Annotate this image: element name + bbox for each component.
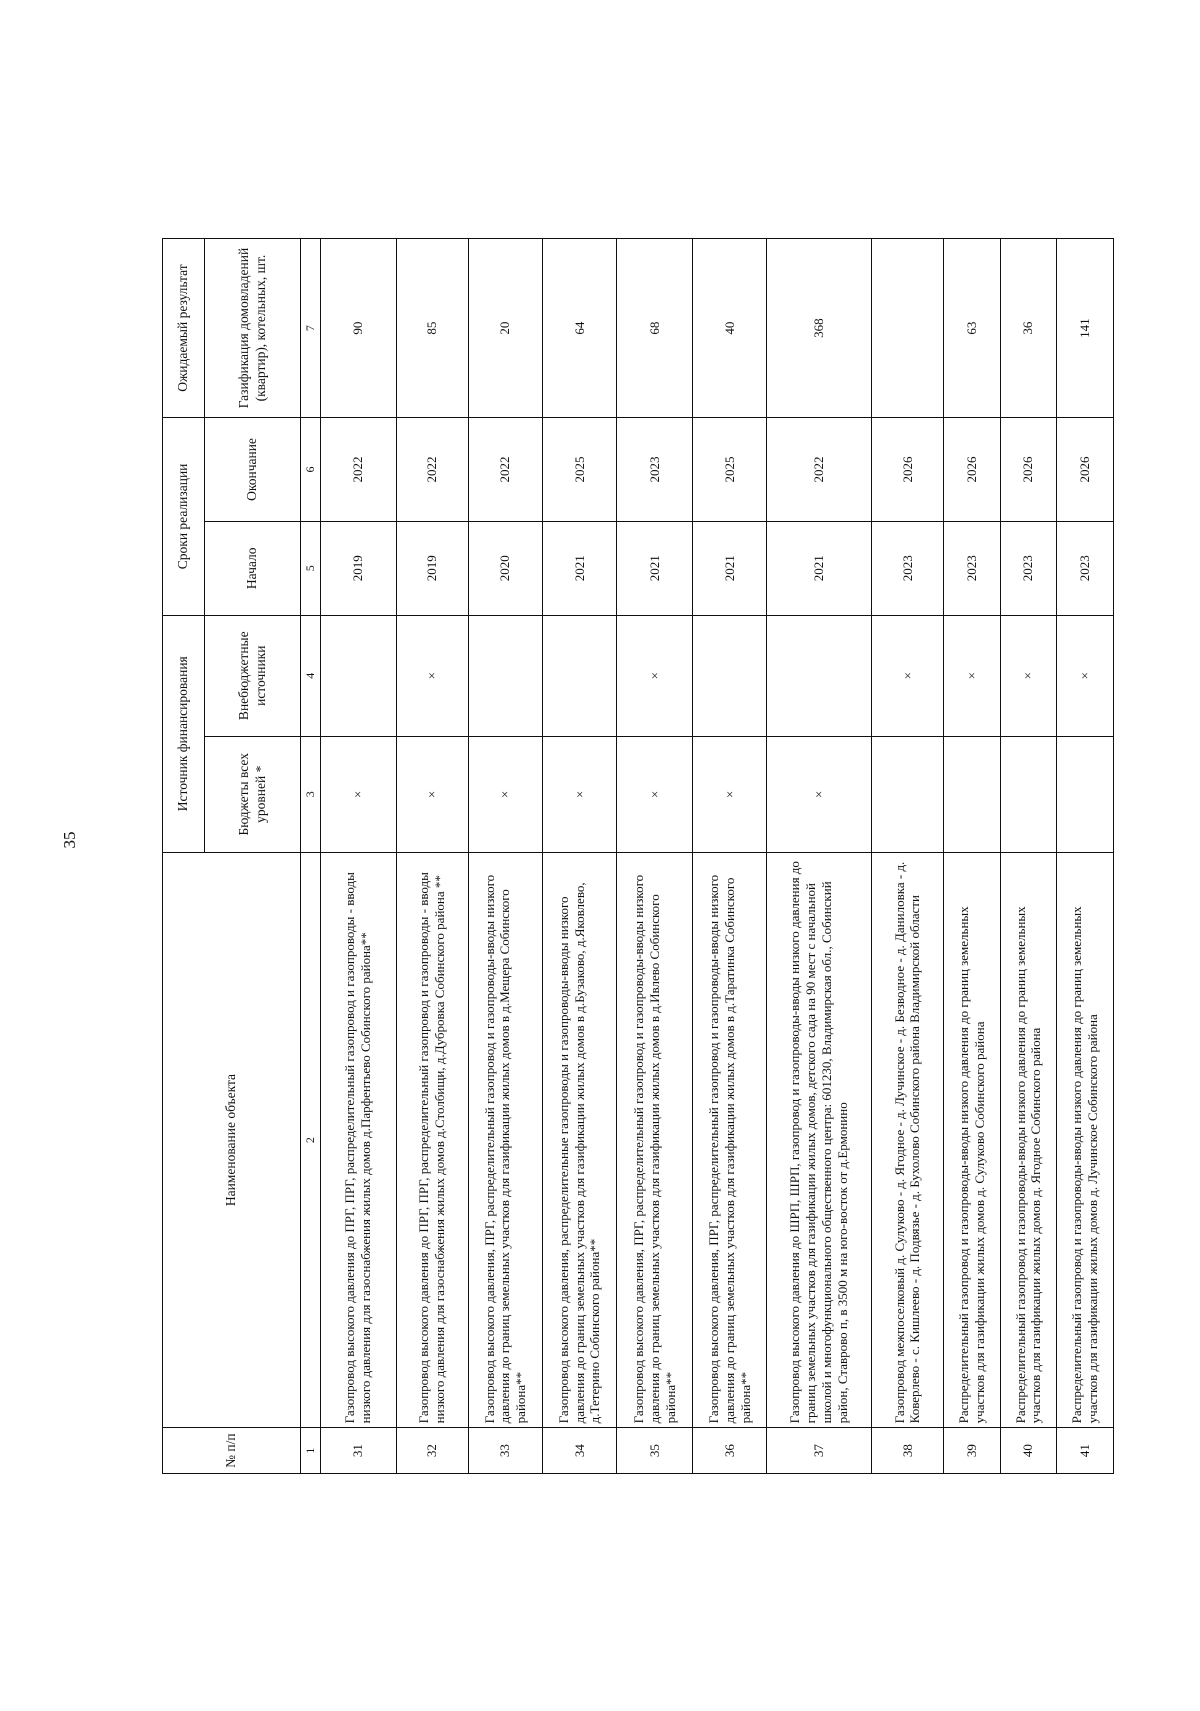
table-row [767, 239, 872, 1474]
table-row [943, 239, 1000, 1474]
end-year: 2022 [767, 418, 872, 522]
gasification-count: 85 [396, 239, 468, 418]
end-year: 2026 [1000, 418, 1057, 522]
object-name: Газопровод высокого давления, ПРГ, распределительный газопровод и газопроводы-вводы низкого давления до границ земельных участков для газификации жилых домов в д.Мещера Собинского района** [468, 852, 542, 1428]
header-financing: Источник финансирования [163, 615, 205, 852]
header-start: Начало [205, 521, 301, 615]
start-year: 2020 [468, 521, 542, 615]
index-cell: 3 [301, 736, 321, 852]
table-row [1000, 239, 1057, 1474]
start-year: 2019 [320, 521, 396, 615]
table-row [871, 239, 943, 1474]
extrabudget-mark: × [1057, 615, 1114, 736]
index-cell: 6 [301, 418, 321, 522]
header-end: Окончание [205, 418, 301, 522]
object-name: Распределительный газопровод и газопроводы-вводы низкого давления до границ земельных участков для газификации жилых домов д. Сулуково Собинского района [943, 852, 1000, 1428]
gasification-count: 36 [1000, 239, 1057, 418]
table-row [396, 239, 468, 1474]
start-year: 2021 [542, 521, 616, 615]
budgets-mark: × [396, 736, 468, 852]
header-row-1 [163, 239, 205, 1474]
extrabudget-mark [542, 615, 616, 736]
page-number: 35 [60, 831, 79, 849]
index-cell: 4 [301, 615, 321, 736]
object-name: Газопровод высокого давления, ПРГ, распределительный газопровод и газопроводы-вводы низкого давления до границ земельных участков для газификации жилых домов в д.Таратинка Собинского района** [693, 852, 767, 1428]
table-row [542, 239, 616, 1474]
start-year: 2023 [871, 521, 943, 615]
row-number: 37 [767, 1428, 872, 1474]
row-number: 32 [396, 1428, 468, 1474]
gasification-count [871, 239, 943, 418]
gasification-count: 90 [320, 239, 396, 418]
objects-table [162, 238, 1114, 1474]
gasification-count: 20 [468, 239, 542, 418]
budgets-mark: × [617, 736, 693, 852]
object-name: Распределительный газопровод и газопроводы-вводы низкого давления до границ земельных участков для газификации жилых домов д. Лучинское Собинского района [1057, 852, 1114, 1428]
row-number: 39 [943, 1428, 1000, 1474]
budgets-mark: × [320, 736, 396, 852]
table-row [468, 239, 542, 1474]
object-name: Газопровод высокого давления, ПРГ, распределительный газопровод и газопроводы-вводы низкого давления до границ земельных участков для газификации жилых домов в д.Ивлево Собинского района** [617, 852, 693, 1428]
header-extrabudget: Внебюджетные источники [205, 615, 301, 736]
budgets-mark [943, 736, 1000, 852]
header-name: Наименование объекта [163, 852, 301, 1428]
budgets-mark [1000, 736, 1057, 852]
table-row [693, 239, 767, 1474]
table-body [301, 239, 1114, 1474]
rotated-table-wrapper [162, 238, 1114, 1474]
start-year: 2023 [1000, 521, 1057, 615]
header-gasification: Газификация домовладений (квартир), котельных, шт. [205, 239, 301, 418]
row-number: 33 [468, 1428, 542, 1474]
gasification-count: 40 [693, 239, 767, 418]
start-year: 2019 [396, 521, 468, 615]
budgets-mark: × [542, 736, 616, 852]
budgets-mark: × [767, 736, 872, 852]
gasification-count: 141 [1057, 239, 1114, 418]
start-year: 2021 [767, 521, 872, 615]
header-num: № п/п [163, 1428, 301, 1474]
budgets-mark: × [468, 736, 542, 852]
budgets-mark: × [693, 736, 767, 852]
row-number: 36 [693, 1428, 767, 1474]
header-period: Сроки реализации [163, 418, 205, 616]
index-cell: 5 [301, 521, 321, 615]
end-year: 2022 [396, 418, 468, 522]
gasification-count: 368 [767, 239, 872, 418]
gasification-count: 63 [943, 239, 1000, 418]
table-row [1057, 239, 1114, 1474]
row-number: 31 [320, 1428, 396, 1474]
row-number: 34 [542, 1428, 616, 1474]
extrabudget-mark [767, 615, 872, 736]
header-expected: Ожидаемый результат [163, 239, 205, 418]
object-name: Газопровод межпоселковый д. Сулуково - д. Ягодное - д. Лучинское - д. Безводное - д. Даниловка - д. Коверлево - с. Кишлеево - д. Подвязье - д. Бухолово Собинского района Владимирской области [871, 852, 943, 1428]
end-year: 2026 [1057, 418, 1114, 522]
object-name: Распределительный газопровод и газопроводы-вводы низкого давления до границ земельных участков для газификации жилых домов д. Ягодное Собинского района [1000, 852, 1057, 1428]
row-number: 41 [1057, 1428, 1114, 1474]
end-year: 2023 [617, 418, 693, 522]
object-name: Газопровод высокого давления, распределительные газопроводы и газопроводы-вводы низкого давления до границ земельных участков для газификации жилых домов в д.Бузаково, д.Яковлево, д.Тетерино Собинского района** [542, 852, 616, 1428]
extrabudget-mark [468, 615, 542, 736]
end-year: 2022 [320, 418, 396, 522]
extrabudget-mark: × [871, 615, 943, 736]
end-year: 2025 [693, 418, 767, 522]
end-year: 2022 [468, 418, 542, 522]
budgets-mark [1057, 736, 1114, 852]
table-row [320, 239, 396, 1474]
gasification-count: 68 [617, 239, 693, 418]
extrabudget-mark [693, 615, 767, 736]
extrabudget-mark: × [396, 615, 468, 736]
budgets-mark [871, 736, 943, 852]
start-year: 2023 [943, 521, 1000, 615]
extrabudget-mark: × [943, 615, 1000, 736]
index-cell: 7 [301, 239, 321, 418]
object-name: Газопровод высокого давления до ШРП, ШРП, газопровод и газопроводы-вводы низкого давления до границ земельных участков для газификации жилых домов, детского сада на 90 мест с начальной школой и многофункционального общественного центра: 601230, Владимирская обл., Собинский район, Ставрово п, в 3500 м на юго-восток от д.Ермонино [767, 852, 872, 1428]
start-year: 2023 [1057, 521, 1114, 615]
start-year: 2021 [693, 521, 767, 615]
row-number: 38 [871, 1428, 943, 1474]
index-cell: 1 [301, 1428, 321, 1474]
table-row [617, 239, 693, 1474]
end-year: 2026 [871, 418, 943, 522]
row-number: 40 [1000, 1428, 1057, 1474]
object-name: Газопровод высокого давления до ПРГ, ПРГ, распределительный газопровод и газопроводы - вводы низкого давления для газоснабжения жилых домов д.Столбищи, д.Дубровка Собинского района ** [396, 852, 468, 1428]
row-number: 35 [617, 1428, 693, 1474]
gasification-count: 64 [542, 239, 616, 418]
start-year: 2021 [617, 521, 693, 615]
index-row [301, 239, 321, 1474]
extrabudget-mark [320, 615, 396, 736]
header-budgets: Бюджеты всех уровней * [205, 736, 301, 852]
extrabudget-mark: × [1000, 615, 1057, 736]
end-year: 2025 [542, 418, 616, 522]
extrabudget-mark: × [617, 615, 693, 736]
end-year: 2026 [943, 418, 1000, 522]
object-name: Газопровод высокого давления до ПРГ, ПРГ, распределительный газопровод и газопроводы - вводы низкого давления для газоснабжения жилых домов д.Парфентьево Собинского района** [320, 852, 396, 1428]
index-cell: 2 [301, 852, 321, 1428]
